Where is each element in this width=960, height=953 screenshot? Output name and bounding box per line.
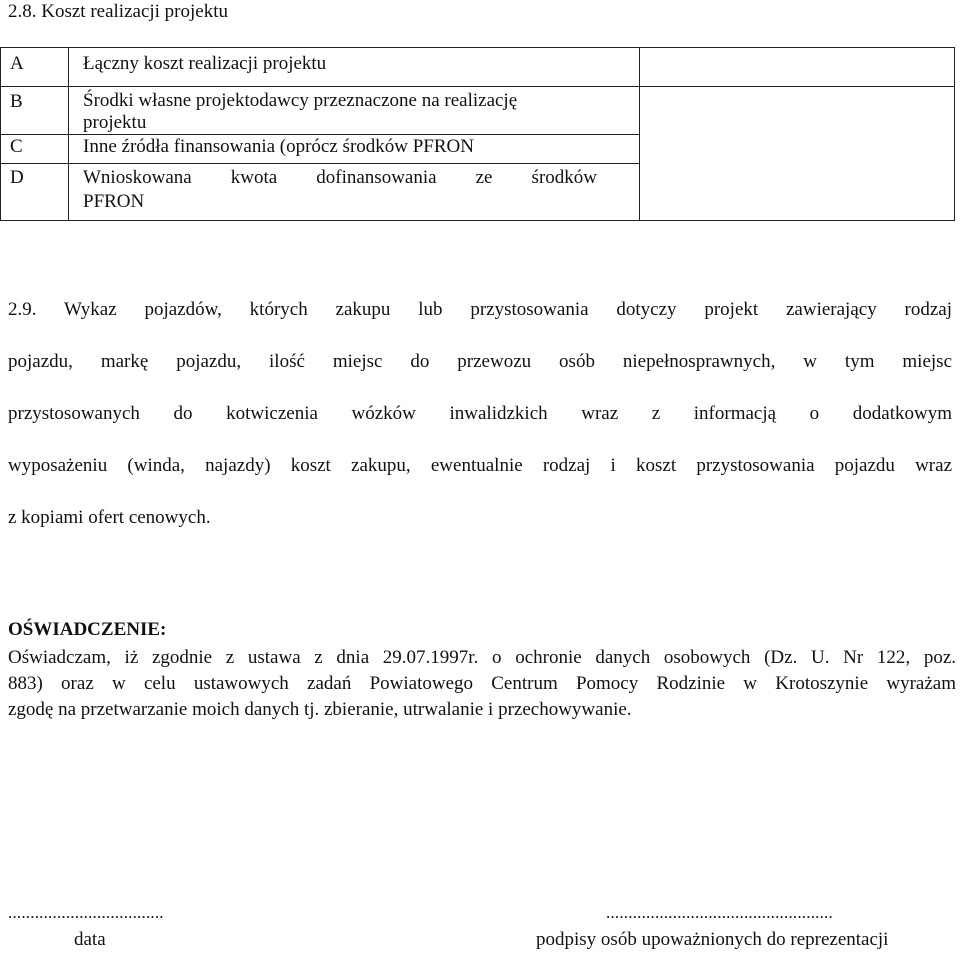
paragraph-line: Oświadczam, iż zgodnie z ustawa z dnia 29.07.1997r. o ochronie danych osobowych (Dz. U. Nr 122, poz.: [8, 647, 956, 668]
table-row: [1, 48, 955, 87]
signatures-label: podpisy osób upoważnionych do reprezentacji: [536, 929, 889, 950]
row-letter: C: [1, 135, 69, 164]
paragraph-line: pojazdu, markę pojazdu, ilość miejsc do przewozu osób niepełnosprawnych, w tym miejsc: [8, 351, 952, 372]
row-label: Środki własne projektodawcy przeznaczone na realizację projektu: [69, 87, 640, 135]
date-signature-line[interactable]: ...................................: [8, 903, 164, 922]
paragraph-line: z kopiami ofert cenowych.: [8, 507, 211, 528]
paragraph-line: 2.9. Wykaz pojazdów, których zakupu lub przystosowania dotyczy projekt zawierający rodzaj: [8, 299, 952, 320]
section-title-cost: 2.8. Koszt realizacji projektu: [8, 1, 229, 22]
section-vehicles-description: [8, 284, 952, 544]
row-label: Inne źródła finansowania (oprócz środków PFRON: [69, 135, 640, 164]
statement-heading: OŚWIADCZENIE:: [8, 619, 167, 640]
row-label: Łączny koszt realizacji projektu: [69, 48, 640, 87]
row-letter: B: [1, 87, 69, 135]
paragraph-line: przystosowanych do kotwiczenia wózków inwalidzkich wraz z informacją o dodatkowym: [8, 403, 952, 424]
row-letter: D: [1, 164, 69, 221]
table-row: [1, 87, 955, 135]
row-label: Wnioskowana kwota dofinansowania ze środków PFRON: [69, 164, 640, 221]
representatives-signature-line[interactable]: ...................................................: [606, 903, 833, 922]
date-label: data: [74, 929, 106, 950]
paragraph-line: 883) oraz w celu ustawowych zadań Powiatowego Centrum Pomocy Rodzinie w Krotoszynie wyrażam: [8, 673, 956, 694]
row-letter: A: [1, 48, 69, 87]
cost-table: [0, 47, 955, 221]
paragraph-line: wyposażeniu (winda, najazdy) koszt zakupu, ewentualnie rodzaj i koszt przystosowania pojazdu wraz: [8, 455, 952, 476]
row-value-cell[interactable]: [640, 48, 955, 87]
row-value-cell[interactable]: [640, 87, 955, 221]
paragraph-line: zgodę na przetwarzanie moich danych tj. zbieranie, utrwalanie i przechowywanie.: [8, 699, 632, 720]
statement-body: [8, 646, 956, 724]
